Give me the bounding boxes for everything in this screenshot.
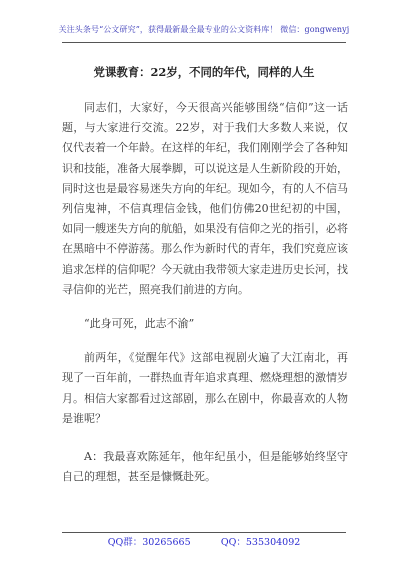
footer-contact: QQ群：30265665 QQ：535304092 bbox=[107, 537, 301, 548]
section-quote: “此身可死，此志不渝” bbox=[84, 317, 195, 331]
body-paragraph: 前两年，《觉醒年代》这部电视剧火遍了大江南北，再现了一百年前，一群热血青年追求真理、燃烧理想的激情岁月。相信大家都看过这部剧，那么在剧中，你最喜欢的人物是谁呢？ bbox=[62, 351, 348, 425]
body-paragraph: 同志们，大家好，今天很高兴能够围绕“信仰”这一话题，与大家进行交流。22岁，对于我们大多数人来说，仅仅代表着一个年龄。在这样的年纪，我们刚刚学会了各种知识和技能，准备大展拳脚，可以说这是人生新阶段的开始，同时这也是最容易迷失方向的年纪。现如今，有的人不信马列信鬼神，不信真理信金钱，他们仿佛20世纪初的中国，如同一艘迷失方向的航船，如果没有信仰之光的指引，必将在黑暗中不停游荡。那么作为新时代的青年，我们究竟应该追求怎样的信仰呢？今天就由我带领大家走进历史长河，找寻信仰的光芒，照亮我们前进的方向。 bbox=[62, 101, 348, 296]
footer-divider bbox=[62, 532, 346, 533]
document-body bbox=[62, 98, 348, 487]
header-notice: 关注头条号“公文研究”，获得最新最全最专业的公文资料库！ 微信：gongwenyj bbox=[58, 25, 350, 34]
document-title: 党课教育：22岁，不同的年代，同样的人生 bbox=[93, 65, 315, 79]
header-divider bbox=[62, 42, 346, 43]
answer-paragraph: A：我最喜欢陈延年，他年纪虽小，但是能够始终坚守自己的理想，甚至是慷慨赴死。 bbox=[62, 450, 348, 484]
